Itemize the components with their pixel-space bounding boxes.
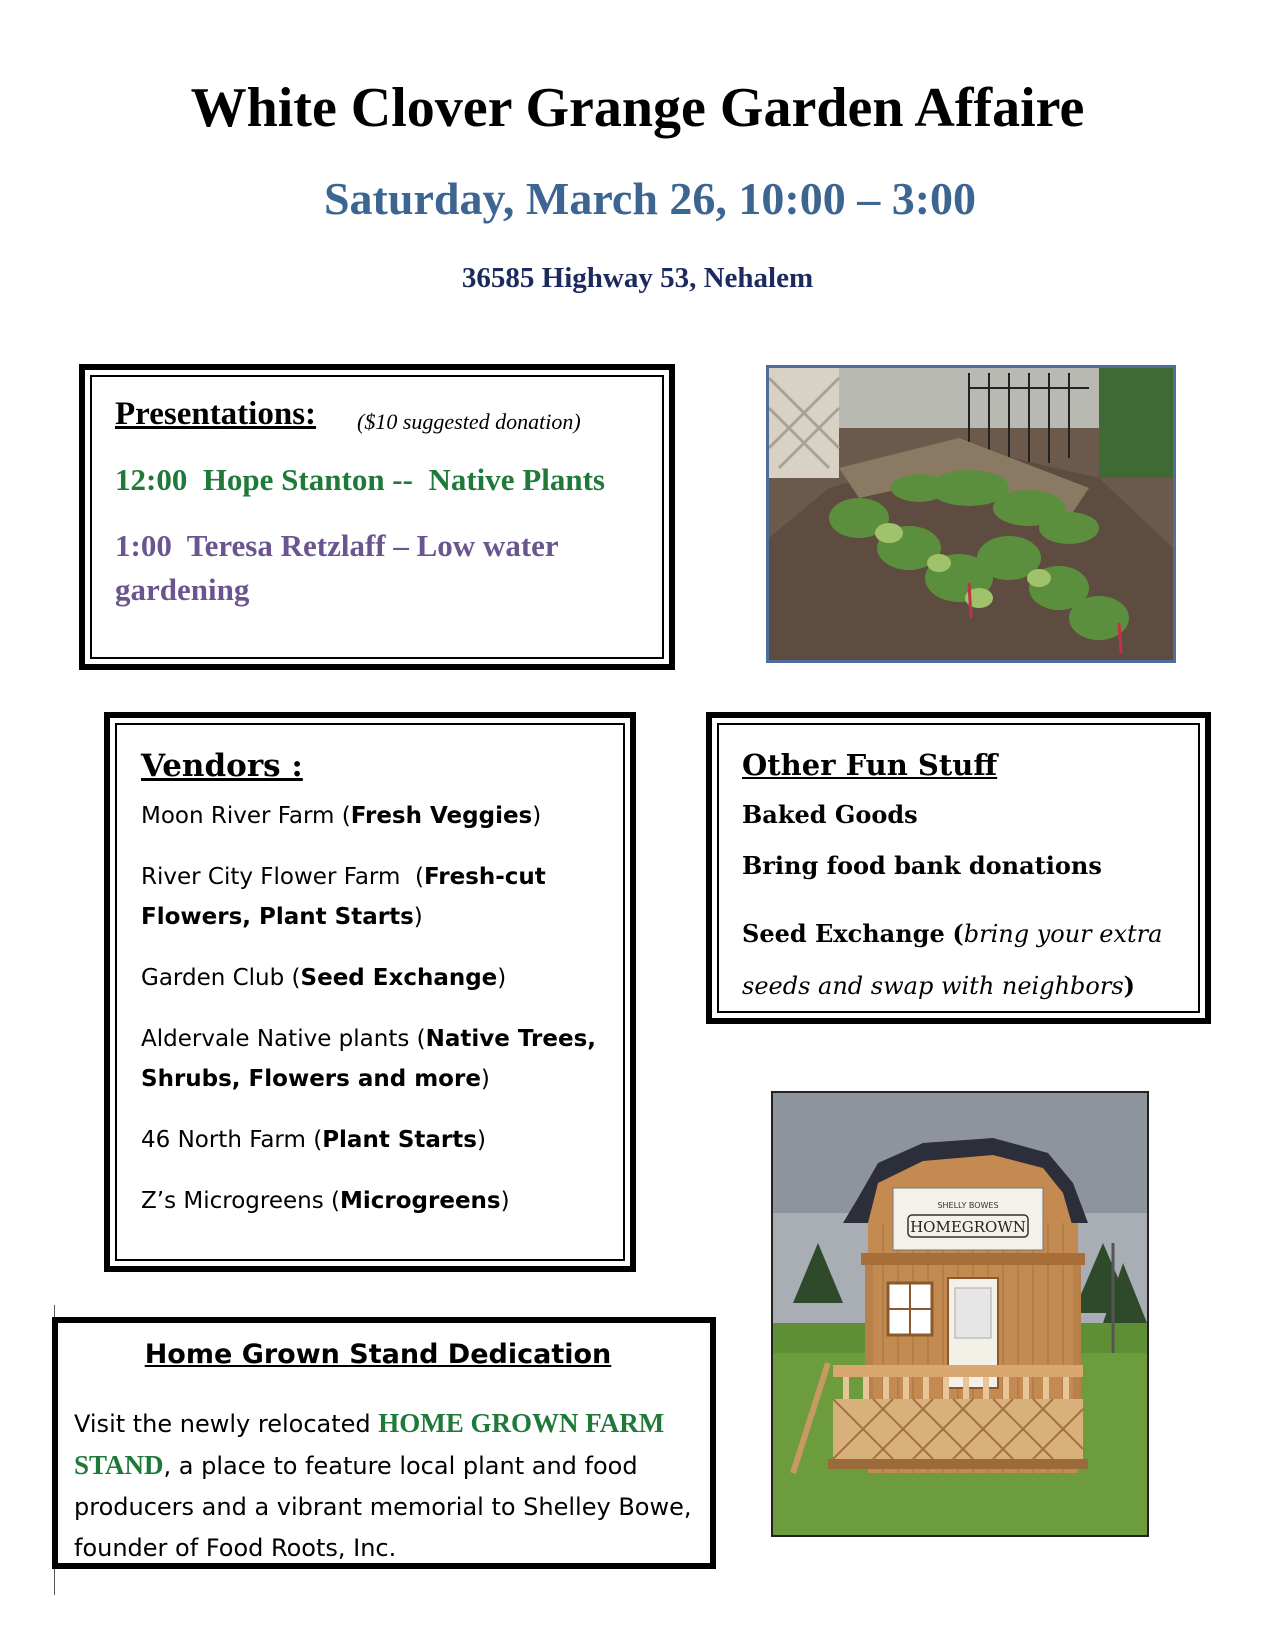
vendor-item: Moon River Farm (Fresh Veggies) bbox=[141, 803, 542, 829]
vendor-name: Aldervale Native plants bbox=[141, 1026, 410, 1052]
vendor-detail: Fresh Veggies bbox=[350, 803, 533, 829]
sign-small-text: SHELLY BOWES bbox=[937, 1201, 999, 1210]
vendors-box bbox=[104, 712, 636, 1272]
stand-description bbox=[74, 1403, 694, 1569]
vendor-detail: Native Trees, Shrubs, Flowers and more bbox=[141, 1026, 597, 1092]
farm-stand-photo bbox=[771, 1091, 1149, 1537]
other-fun-stuff-box bbox=[706, 712, 1211, 1024]
vendor-name: Garden Club bbox=[141, 965, 285, 991]
event-date: Saturday, March 26, 10:00 – 3:00 bbox=[323, 173, 977, 224]
garden-beds-photo bbox=[766, 365, 1176, 663]
vendor-detail: Microgreens bbox=[339, 1188, 501, 1214]
vendor-item: 46 North Farm (Plant Starts) bbox=[141, 1127, 486, 1153]
vendor-item: River City Flower Farm (Fresh-cut Flowers, Plant Starts) bbox=[141, 864, 546, 930]
vendor-name: River City Flower Farm bbox=[141, 864, 408, 890]
stand-rest: , a place to feature local plant and food producers and a vibrant memorial to Shelley Bowe, founder of Food Roots, Inc. bbox=[74, 1452, 692, 1562]
vendor-detail: Plant Starts bbox=[322, 1127, 477, 1153]
seed-exchange-label: Seed Exchange bbox=[742, 919, 945, 948]
vendor-name: Moon River Farm bbox=[141, 803, 335, 829]
stand-highlight: HOME GROWN FARM STAND bbox=[74, 1408, 665, 1480]
vendor-name: 46 North Farm bbox=[141, 1127, 306, 1153]
stand-heading: Home Grown Stand Dedication bbox=[144, 1339, 612, 1370]
sign-big-text: HOMEGROWN bbox=[910, 1218, 1026, 1236]
fun-item-seed-exchange: Seed Exchange (bring your extra seeds and swap with neighbors) bbox=[742, 919, 1163, 1000]
stand-intro: Visit the newly relocated bbox=[74, 1410, 379, 1438]
presentation-item: 12:00 Hope Stanton -- Native Plants bbox=[115, 462, 605, 497]
fun-heading: Other Fun Stuff bbox=[742, 748, 998, 782]
presentation-item: 1:00 Teresa Retzlaff – Low water gardening bbox=[115, 528, 566, 607]
vendor-detail: Fresh-cut Flowers, Plant Starts bbox=[141, 864, 546, 930]
presentations-donation-note: ($10 suggested donation) bbox=[357, 409, 581, 434]
fun-item: Baked Goods bbox=[742, 800, 918, 829]
presentations-heading: Presentations: bbox=[115, 396, 317, 432]
fun-item: Bring food bank donations bbox=[742, 851, 1102, 880]
home-grown-stand-box bbox=[52, 1317, 716, 1569]
vendor-item: Garden Club (Seed Exchange) bbox=[141, 965, 507, 991]
vendors-heading: Vendors : bbox=[141, 748, 303, 784]
vendor-detail: Seed Exchange bbox=[300, 965, 498, 991]
event-title: White Clover Grange Garden Affaire bbox=[190, 77, 1085, 139]
vendor-item: Z’s Microgreens (Microgreens) bbox=[141, 1188, 510, 1214]
vendor-name: Z’s Microgreens bbox=[141, 1188, 324, 1214]
seed-exchange-note: bring your extra seeds and swap with neighbors bbox=[742, 920, 1163, 1000]
presentations-box bbox=[79, 364, 675, 670]
vendor-item: Aldervale Native plants (Native Trees, Shrubs, Flowers and more) bbox=[141, 1026, 597, 1092]
event-address: 36585 Highway 53, Nehalem bbox=[461, 262, 814, 294]
